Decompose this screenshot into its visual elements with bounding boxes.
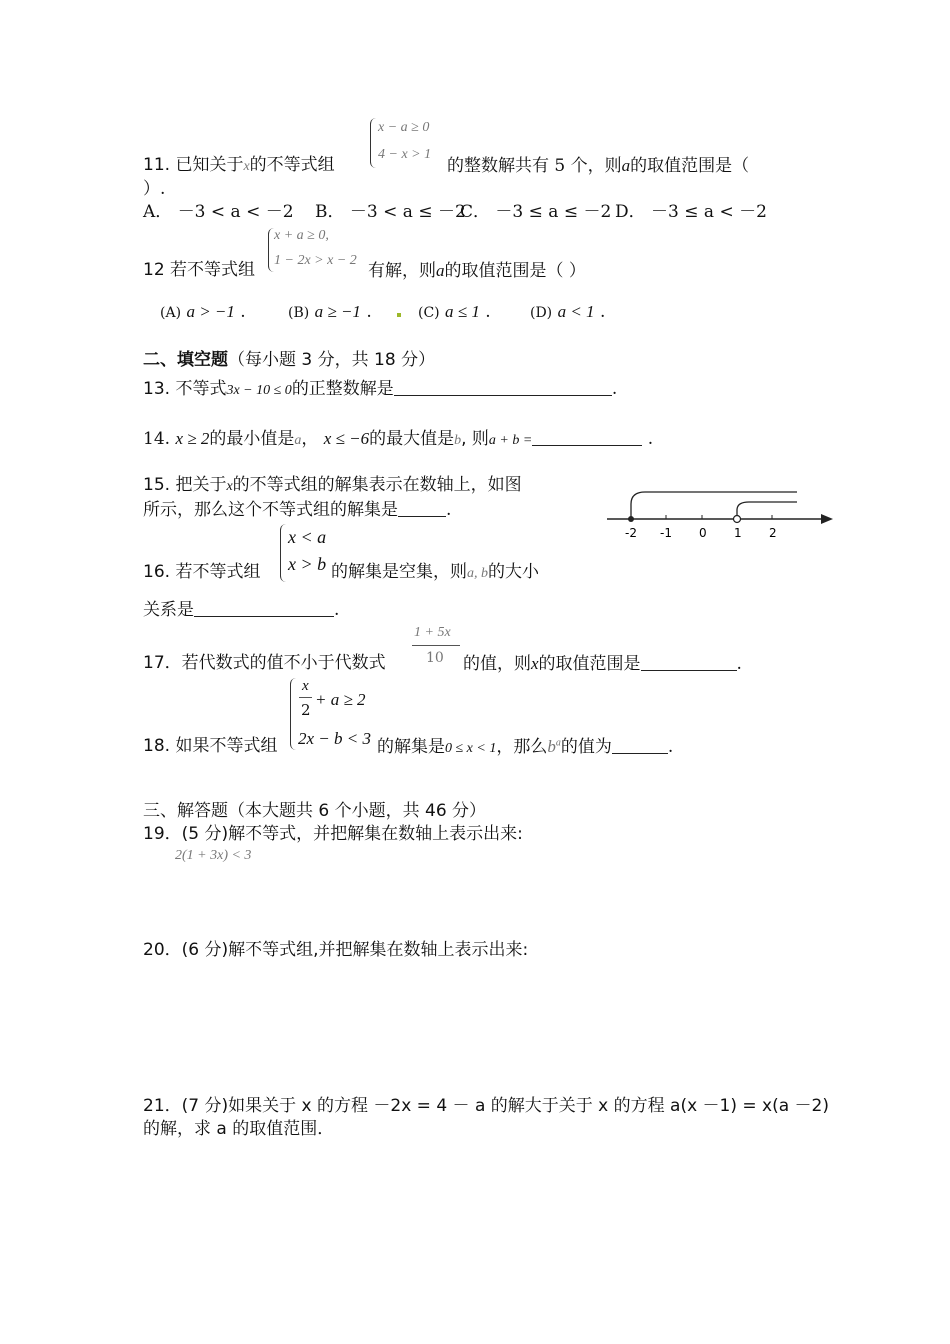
q18-frac-bar <box>299 697 312 698</box>
q11-stem <box>143 156 335 176</box>
q11-text-c: 的整数解共有 <box>447 156 549 176</box>
tick-label: 0 <box>699 526 707 540</box>
q14-label: 14. <box>143 429 171 449</box>
q12-option-c-label: (C) <box>418 305 440 321</box>
section2-heading <box>143 351 435 371</box>
q17-text-c: 的取值范围是 <box>538 654 641 674</box>
q11-text-d: 个，则 <box>570 156 622 176</box>
q13: 13. 不等式3x − 10 ≤ 0的正整数解是 . <box>143 379 618 399</box>
q21-line2: 的解，求 a 的取值范围． <box>143 1119 335 1139</box>
q12-option-d: (D) a < 1 . <box>530 302 606 322</box>
q14-text-a: 的最小值是 <box>209 429 295 449</box>
q15-line2-text: 所示，那么这个不等式组的解集是 <box>143 500 398 520</box>
q14-var-a: a <box>294 433 302 448</box>
q11-option-c-label: C． <box>460 202 491 222</box>
q16-system-line2: x > b <box>288 554 327 574</box>
q17-frac-num: 1 + 5x <box>414 625 451 640</box>
q17-stem-cont: 的值，则x的取值范围是 . <box>463 654 742 674</box>
section3-heading: 三、解答题（本大题共 6 个小题，共 46 分） <box>143 801 487 821</box>
q11-option-d <box>615 203 767 223</box>
q18-text-a: 18. 如果不等式组 <box>143 736 278 756</box>
q13-expr: 3x − 10 ≤ 0 <box>226 383 292 398</box>
closed-point-neg2 <box>628 516 634 522</box>
q16-stem-cont <box>331 563 539 583</box>
q11-option-d-text: －3 ≤ a < －2 <box>651 202 767 222</box>
q11-option-b-label: B． <box>315 202 345 222</box>
q16-line2: 关系是 . <box>143 600 340 620</box>
q12-option-b: (B) a ≥ −1 . <box>288 302 372 322</box>
q15-line2: 所示，那么这个不等式组的解集是 . <box>143 500 452 520</box>
q11-option-b-text: －3 < a ≤ －2 <box>349 202 466 222</box>
q18-system-line1: + a ≥ 2 <box>315 690 366 709</box>
q12-stem <box>143 261 255 281</box>
q18-text-c: ，那么 <box>496 737 548 757</box>
q12-option-b-label: (B) <box>288 305 310 321</box>
q18-answer-blank[interactable] <box>612 737 668 754</box>
number-line-figure <box>605 482 835 542</box>
q16-text-a: 16. 若不等式组 <box>143 562 261 582</box>
q12-stem-cont <box>368 261 586 282</box>
section2-note: （每小题 3 分，共 18 分） <box>228 350 436 370</box>
q11-var-x: x <box>243 159 250 174</box>
q11-count: 5 <box>554 156 566 176</box>
q11-option-d-label: D． <box>615 202 646 222</box>
q12-option-c: (C) a ≤ 1 . <box>418 302 491 322</box>
q11-stem-cont <box>447 156 749 177</box>
tick-label: 2 <box>769 526 777 540</box>
q17-frac-den: 10 <box>426 650 444 666</box>
q18-system-line2: 2x − b < 3 <box>298 729 371 748</box>
q14-expr1: x ≥ 2 <box>175 429 210 448</box>
q12-option-d-text: a < 1 <box>557 302 595 321</box>
q16-stem <box>143 563 260 583</box>
q17-frac-bar <box>412 645 460 646</box>
q12-option-c-text: a ≤ 1 <box>445 302 480 321</box>
q12-system-line2: 1 − 2x > x − 2 <box>274 253 357 268</box>
q12-text-c: 的取值范围是（ ） <box>444 261 586 281</box>
q11-option-a-text: －3 < a < －2 <box>177 202 294 222</box>
q13-text-a: 13. 不等式 <box>143 379 227 399</box>
q12-text-b: 有解，则 <box>368 261 436 281</box>
q12-option-a-text: a > −1 <box>186 302 235 321</box>
q14-answer-blank[interactable] <box>532 429 642 446</box>
tick-label: 1 <box>734 526 742 540</box>
stray-dot <box>397 313 401 317</box>
tick-label: -1 <box>660 526 672 540</box>
q11-system-line2: 4 − x > 1 <box>378 147 432 162</box>
q12-option-b-text: a ≥ −1 <box>314 302 361 321</box>
q17-stem <box>143 654 386 674</box>
q18-frac-num: x <box>302 678 309 694</box>
q18-power-base: b <box>547 737 556 756</box>
q11-option-a-label: A． <box>143 202 173 222</box>
q16-line2-text: 关系是 <box>143 600 194 620</box>
q18-text-b: 的解集是 <box>377 737 445 757</box>
q15-line1-a: 15. 把关于 <box>143 475 227 495</box>
q15-line1 <box>143 476 522 496</box>
q14-text-b: 的最大值是 <box>369 429 455 449</box>
q14-expr2: x ≤ −6 <box>323 429 370 448</box>
ray-from-1 <box>737 502 797 515</box>
q14-text-c: , 则 <box>461 429 489 449</box>
q14-expr3: a + b = <box>488 433 533 448</box>
q18-text-d: 的值为 <box>560 737 612 757</box>
q13-answer-blank[interactable] <box>394 379 612 396</box>
q16-system-line1: x < a <box>288 527 327 547</box>
q21-line1: 21．(7 分)如果关于 x 的方程 －2x = 4 － a 的解大于关于 x 的方程 a(x －1) = x(a －2) <box>143 1096 830 1116</box>
q12-option-a: (A) a > −1 . <box>160 302 246 322</box>
q12-option-d-label: (D) <box>530 305 553 321</box>
q20-text: 20．(6 分)解不等式组,并把解集在数轴上表示出来: <box>143 940 529 960</box>
q19-text: 19．(5 分)解不等式，并把解集在数轴上表示出来: <box>143 824 523 844</box>
q18-stem <box>143 737 277 757</box>
q17-answer-blank[interactable] <box>641 654 737 671</box>
q15-answer-blank[interactable] <box>398 500 446 517</box>
q11-var-a: a <box>621 156 631 175</box>
q11-system-line1: x − a ≥ 0 <box>378 120 430 135</box>
q11-close: ）. <box>143 179 166 199</box>
q18-range: 0 ≤ x < 1 <box>445 741 497 756</box>
q11-option-c <box>460 203 611 223</box>
q15-line1-b: 的不等式组的解集表示在数轴上，如图 <box>232 475 522 495</box>
q12-var-a: a <box>436 261 445 280</box>
q12-text-a: 12 若不等式组 <box>143 260 256 280</box>
q14: 14. x ≥ 2的最小值是a， x ≤ −6的最大值是b, 则a + b = . <box>143 429 654 449</box>
open-point-1 <box>734 516 741 523</box>
q11-option-c-text: －3 ≤ a ≤ －2 <box>495 202 612 222</box>
q14-var-b: b <box>454 433 462 448</box>
q19-expr: 2(1 + 3x) < 3 <box>175 848 252 863</box>
q18-system-brace <box>290 678 298 750</box>
q11-system-brace <box>370 118 377 168</box>
q17-text-a: 17．若代数式的值不小于代数式 <box>143 653 386 673</box>
q18-power-exp: a <box>555 737 561 749</box>
q11-text-e: 的取值范围是（ <box>630 156 750 176</box>
number-line-arrow-icon <box>821 514 833 524</box>
q16-vars: a, b <box>467 566 488 581</box>
q16-text-b: 的解集是空集，则 <box>331 562 467 582</box>
q18-frac-den: 2 <box>301 701 311 719</box>
q12-option-a-label: (A) <box>160 305 182 321</box>
tick-label: -2 <box>625 526 637 540</box>
q16-answer-blank[interactable] <box>194 600 334 617</box>
q12-system-line1: x + a ≥ 0, <box>274 228 329 243</box>
q17-text-b: 的值，则 <box>463 654 531 674</box>
q15-var-x: x <box>226 479 233 494</box>
ray-from-neg2 <box>631 492 797 519</box>
q11-option-b <box>315 203 466 223</box>
q17-var-x: x <box>531 654 539 673</box>
q11-option-a <box>143 203 294 223</box>
q11-text-a: 11. 已知关于 <box>143 155 244 175</box>
section2-title: 二、填空题 <box>143 350 228 370</box>
q13-text-b: 的正整数解是 <box>291 379 394 399</box>
q11-text-b: 的不等式组 <box>249 155 335 175</box>
q16-text-c: 的大小 <box>488 562 539 582</box>
q16-system-brace <box>280 524 287 582</box>
q18-stem-cont: 的解集是0 ≤ x < 1，那么$b^a$的值为 . <box>377 737 674 757</box>
